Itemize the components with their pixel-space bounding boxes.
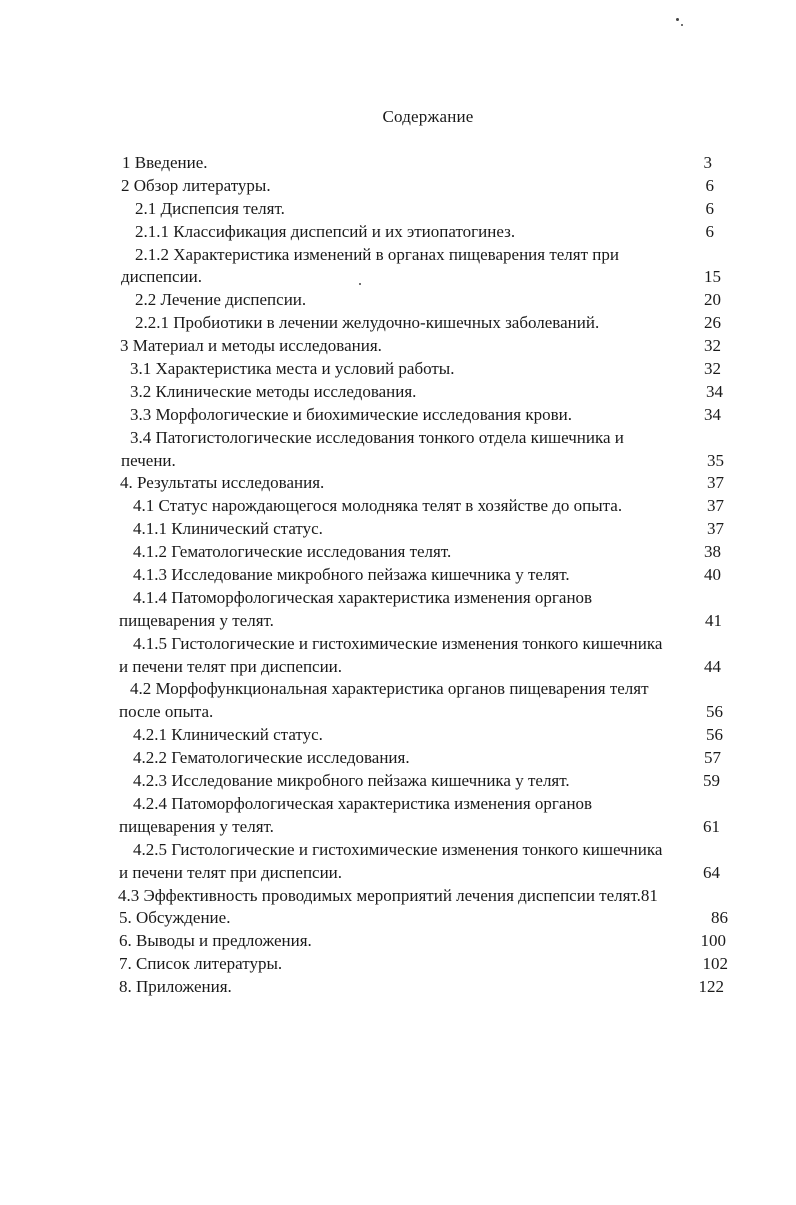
table-of-contents: [0, 152, 796, 999]
toc-page-number: 6: [705, 198, 714, 218]
toc-page-number: 64: [703, 862, 720, 882]
toc-entry: [0, 839, 796, 885]
toc-entry: [0, 404, 796, 427]
toc-page-number: 3: [703, 153, 712, 172]
toc-page-number: 57: [704, 748, 721, 768]
toc-entry-title: 5. Обсуждение.: [119, 908, 231, 928]
toc-page-number: 15: [704, 267, 721, 287]
toc-page-number: 61: [703, 816, 720, 836]
toc-entry: [0, 930, 796, 953]
toc-entry: [0, 976, 796, 999]
toc-entry-title: 7. Список литературы.: [119, 954, 283, 974]
toc-entry-title: 1 Введение.: [122, 153, 208, 172]
toc-entry-title: 3.3 Морфологические и биохимические исследования крови.: [130, 404, 572, 424]
toc-page-number: 56: [706, 725, 723, 745]
toc-entry-title-continued: диспепсии.: [121, 267, 203, 287]
toc-entry-title: 3.4 Патогистологические исследования тонкого отдела кишечника и: [130, 427, 624, 447]
toc-page-number: 122: [698, 977, 724, 997]
toc-entry-title: 4.2.3 Исследование микробного пейзажа кишечника у телят.: [133, 771, 570, 791]
toc-entry: [0, 541, 796, 564]
toc-page-number: 6: [705, 221, 714, 241]
toc-page-number: 37: [707, 519, 724, 539]
toc-entry: [0, 633, 796, 679]
toc-page-number: 32: [704, 336, 721, 356]
toc-entry-title-continued: пищеварения у телят.: [119, 610, 274, 630]
toc-entry-title: 4.2 Морфофункциональная характеристика органов пищеварения телят: [130, 679, 649, 699]
toc-entry: [0, 495, 796, 518]
toc-entry: [0, 678, 796, 724]
toc-entry-title-continued: пищеварения у телят.: [119, 816, 274, 836]
toc-entry-title: 4.2.2 Гематологические исследования.: [133, 748, 410, 768]
toc-entry-title: 2.1 Диспепсия телят.: [135, 198, 285, 218]
toc-entry: [0, 198, 796, 221]
toc-entry: [0, 793, 796, 839]
toc-entry: [0, 472, 796, 495]
toc-entry: [0, 427, 796, 473]
toc-page-number: 100: [700, 931, 726, 951]
toc-entry-title: 2 Обзор литературы.: [121, 175, 271, 195]
toc-entry: [0, 381, 796, 404]
toc-page-number: 26: [704, 313, 721, 333]
toc-entry: [0, 289, 796, 312]
toc-entry: [0, 244, 796, 290]
toc-entry: [0, 724, 796, 747]
toc-entry-title: 4.1.5 Гистологические и гистохимические изменения тонкого кишечника: [133, 633, 663, 653]
toc-page-number: 44: [704, 656, 721, 676]
toc-entry-title: 4.1.3 Исследование микробного пейзажа кишечника у телят.: [133, 565, 570, 585]
toc-entry-title: 2.2.1 Пробиотики в лечении желудочно-кишечных заболеваний.: [135, 313, 600, 333]
toc-entry: [0, 747, 796, 770]
toc-page-number: 40: [704, 565, 721, 585]
toc-entry-title-continued: после опыта.: [119, 702, 214, 722]
toc-page-number: 102: [702, 954, 728, 974]
toc-entry-title: 4.2.5 Гистологические и гистохимические изменения тонкого кишечника: [133, 839, 663, 859]
toc-entry-title: 2.1.2 Характеристика изменений в органах пищеварения телят при: [135, 244, 619, 264]
toc-entry-title: 3 Материал и методы исследования.: [120, 336, 382, 356]
toc-entry-title: 4.1.2 Гематологические исследования телят.: [133, 542, 452, 562]
scan-speck: [676, 18, 679, 21]
toc-entry: [0, 953, 796, 976]
toc-entry-title: 2.2 Лечение диспепсии.: [135, 290, 307, 310]
toc-page-number: 37: [707, 473, 724, 493]
toc-page-number: 20: [704, 290, 721, 310]
toc-entry: [0, 312, 796, 335]
toc-page-number: 41: [705, 610, 722, 630]
toc-entry: [0, 358, 796, 381]
toc-page-number: 32: [704, 359, 721, 379]
toc-page-number: 38: [704, 542, 721, 562]
toc-entry: [0, 587, 796, 633]
toc-entry-title: 3.2 Клинические методы исследования.: [130, 381, 417, 401]
toc-entry-title-continued: печени.: [121, 450, 176, 470]
toc-entry: [0, 152, 796, 175]
toc-entry: [0, 885, 796, 908]
toc-entry: [0, 564, 796, 587]
toc-entry-title: 4. Результаты исследования.: [120, 473, 325, 493]
toc-entry: [0, 770, 796, 793]
toc-heading: Содержание: [382, 107, 474, 126]
toc-entry: [0, 335, 796, 358]
toc-entry-title: 3.1 Характеристика места и условий работы.: [130, 359, 455, 379]
toc-page-number: 6: [705, 175, 714, 195]
toc-entry-title: 4.3 Эффективность проводимых мероприятий лечения диспепсии телят.81: [118, 885, 658, 905]
toc-page-number: 34: [704, 404, 721, 424]
toc-entry-title: 4.1.1 Клинический статус.: [133, 519, 323, 539]
toc-page-number: 59: [703, 771, 720, 791]
toc-page-number: 56: [706, 702, 723, 722]
toc-entry-title: 2.1.1 Классификация диспепсий и их этиопатогинез.: [135, 221, 516, 241]
toc-entry: [0, 175, 796, 198]
toc-entry-title: 8. Приложения.: [119, 977, 232, 997]
toc-entry: [0, 907, 796, 930]
scan-speck: [681, 24, 683, 26]
toc-entry-title: 4.2.4 Патоморфологическая характеристика изменения органов: [133, 793, 593, 813]
toc-entry-title-continued: и печени телят при диспепсии.: [119, 862, 343, 882]
toc-page-number: 35: [707, 450, 724, 470]
toc-entry-title: 4.1 Статус нарождающегося молодняка телят в хозяйстве до опыта.: [133, 496, 623, 516]
toc-entry: [0, 518, 796, 541]
toc-page-number: 86: [711, 908, 728, 928]
toc-entry-title: 4.2.1 Клинический статус.: [133, 725, 323, 745]
toc-entry: [0, 221, 796, 244]
toc-entry-title-continued: и печени телят при диспепсии.: [119, 656, 343, 676]
toc-page-number: 34: [706, 381, 723, 401]
toc-entry-title: 6. Выводы и предложения.: [119, 931, 312, 951]
toc-page-number: 37: [707, 496, 724, 516]
toc-entry-title: 4.1.4 Патоморфологическая характеристика изменения органов: [133, 587, 593, 607]
